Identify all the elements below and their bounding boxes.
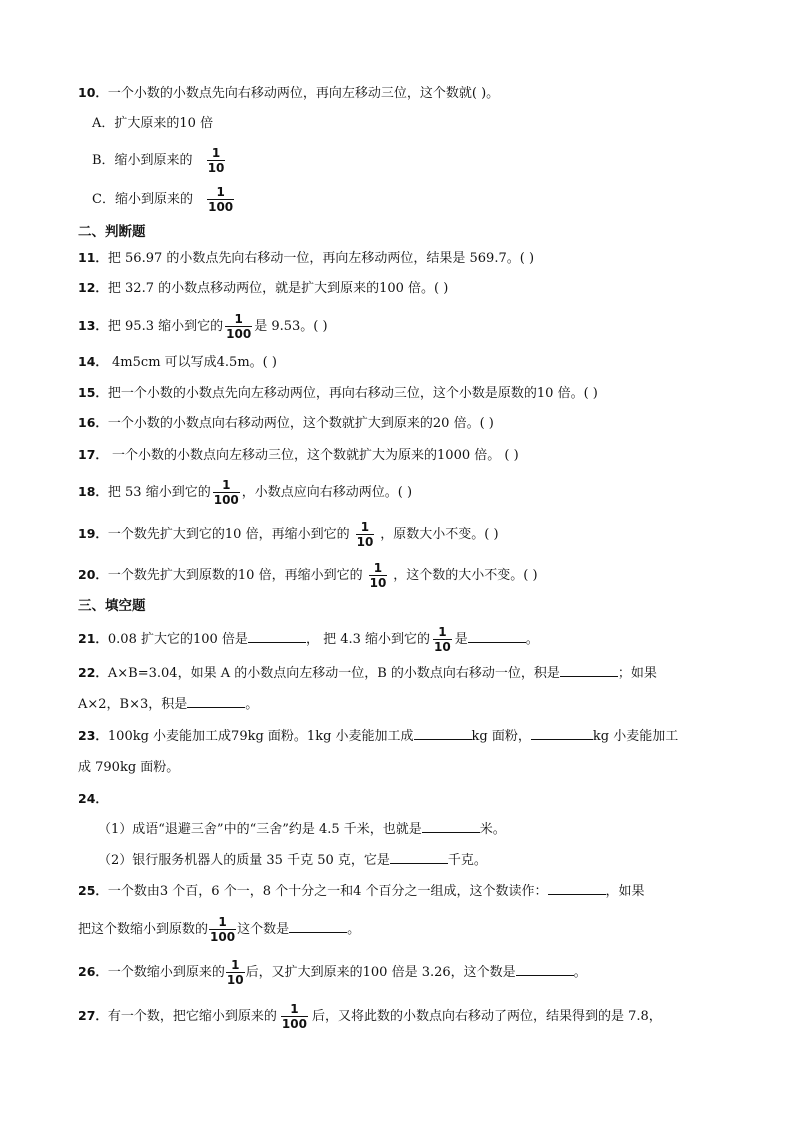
question-23: 23．100kg 小麦能加工成79kg 面粉。1kg 小麦能加工成 kg 面粉， kg 小麦能加工: [78, 728, 679, 744]
answer-blank[interactable]: [468, 629, 526, 643]
question-text: 一个小数的小数点先向右移动两位，再向左移动三位，这个数就( )。: [107, 86, 500, 101]
question-10: [78, 83, 794, 104]
question-15: 15．把一个小数的小数点先向左移动两位，再向右移动三位，这个小数是原数的10 倍。( ): [78, 385, 598, 401]
question-27: 27．有一个数，把它缩小到原来的 $\frac{1}{100}$ 后，又将此数的小数点向右移动了两位，结果得到的是 7.8，: [78, 1002, 662, 1031]
question-11: 11．把 56.97 的小数点先向右移动一位，再向左移动两位，结果是 569.7。( ): [78, 250, 535, 266]
question-26: 26．一个数缩小到原来的 $\frac{1}{10}$ 后，又扩大到原来的100 倍是 3.26，这个数是 。: [78, 958, 587, 987]
fraction: $\frac{1}{10}$: [434, 625, 451, 654]
fraction: $\frac{1}{100}$: [281, 1002, 307, 1031]
question-14: 14． 4m5cm 可以写成4.5m。( ): [78, 354, 277, 370]
fraction: $\frac{1}{100}$: [208, 185, 234, 214]
fraction: $\frac{1}{10}$: [226, 958, 244, 987]
fraction: $\frac{1}{100}$: [210, 915, 236, 944]
question-19: 19．一个数先扩大到它的10 倍，再缩小到它的 $\frac{1}{10}$ ，原数大小不变。( ): [78, 520, 499, 549]
question-13: 13．把 95.3 缩小到它的 $\frac{1}{100}$ 是 9.53。( ): [78, 312, 328, 341]
question-22-cont: A×2，B×3，积是 。: [78, 694, 794, 715]
question-22: 22．A×B=3.04，如果 A 的小数点向左移动一位，B 的小数点向右移动一位，积是 ；如果: [78, 665, 657, 681]
fraction: $\frac{1}{100}$: [213, 478, 239, 507]
question-24-sub-1: （1）成语“退避三舍”中的“三舍”约是 4.5 千米，也就是 米。: [98, 819, 794, 840]
answer-blank[interactable]: [390, 850, 448, 864]
answer-blank[interactable]: [516, 962, 574, 976]
answer-blank[interactable]: [531, 726, 593, 740]
answer-blank[interactable]: [414, 726, 472, 740]
section-title-fill-in: 三、填空题: [78, 598, 146, 614]
fraction: $\frac{1}{10}$: [207, 146, 225, 175]
fraction: $\frac{1}{10}$: [369, 561, 387, 590]
question-23-cont: 成 790kg 面粉。: [78, 760, 180, 775]
question-number: 10．: [78, 85, 108, 100]
option-a: A．扩大原来的10 倍: [92, 116, 214, 131]
fraction: $\frac{1}{100}$: [226, 312, 252, 341]
option-c: C．缩小到原来的 $\frac{1}{100}$: [92, 185, 234, 214]
section-title-judgment: 二、判断题: [78, 224, 146, 240]
answer-blank[interactable]: [560, 663, 618, 677]
question-20: 20．一个数先扩大到原数的10 倍，再缩小到它的 $\frac{1}{10}$ ，这个数的大小不变。( ): [78, 561, 538, 590]
question-24-sub-2: （2）银行服务机器人的质量 35 千克 50 克，它是 千克。: [98, 850, 794, 871]
question-24: 24．: [78, 791, 108, 806]
answer-blank[interactable]: [548, 881, 606, 895]
answer-blank[interactable]: [248, 629, 306, 643]
answer-blank[interactable]: [422, 819, 480, 833]
question-21: 21．0.08 扩大它的100 倍是 ， 把 4.3 缩小到它的 $\frac{1}{10}$ 是 。: [78, 625, 539, 654]
question-16: 16．一个小数的小数点向右移动两位，这个数就扩大到原来的20 倍。( ): [78, 415, 494, 431]
question-12: 12．把 32.7 的小数点移动两位，就是扩大到原来的100 倍。( ): [78, 280, 449, 296]
question-25-cont: 把这个数缩小到原数的 $\frac{1}{100}$ 这个数是 。: [78, 915, 361, 944]
answer-blank[interactable]: [187, 694, 245, 708]
answer-blank[interactable]: [289, 919, 347, 933]
question-18: 18．把 53 缩小到它的 $\frac{1}{100}$ ，小数点应向右移动两位。( ): [78, 478, 413, 507]
option-b: B．缩小到原来的 $\frac{1}{10}$: [92, 146, 225, 175]
question-17: 17． 一个小数的小数点向左移动三位，这个数就扩大为原来的1000 倍。 ( ): [78, 447, 519, 463]
fraction: $\frac{1}{10}$: [356, 520, 374, 549]
question-25: 25．一个数由3 个百，6 个一，8 个十分之一和4 个百分之一组成，这个数读作： ，如果: [78, 883, 645, 899]
